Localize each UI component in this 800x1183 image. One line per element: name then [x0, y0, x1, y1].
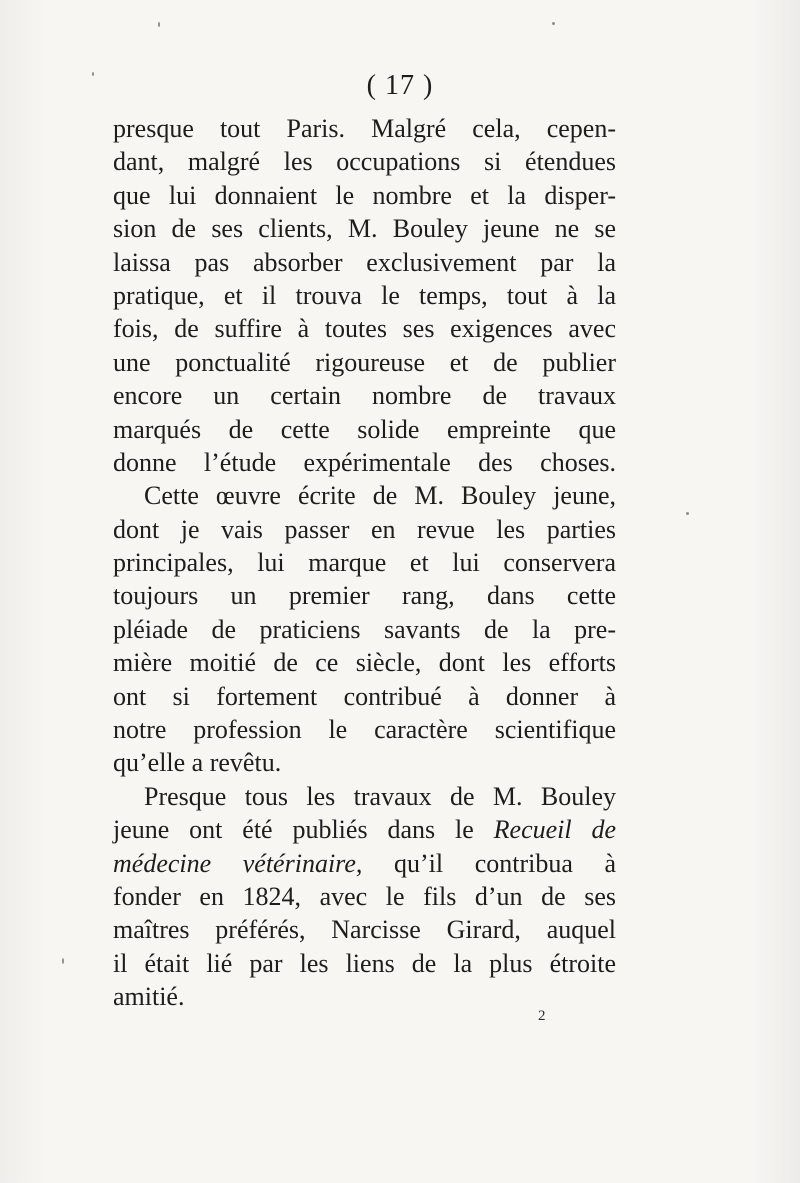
scan-speck — [552, 22, 555, 25]
text-line: encore un certain nombre de travaux — [113, 381, 616, 411]
page-number: ( 17 ) — [366, 70, 434, 101]
text-line: que lui donnaient le nombre et la disper- — [113, 180, 616, 210]
text-line: maîtres préférés, Narcisse Girard, auquel — [113, 915, 616, 945]
text-line: donne l’étude expérimentale des choses. — [113, 447, 616, 477]
text-line: Cette œuvre écrite de M. Bouley jeune, — [144, 481, 616, 511]
text-line — [113, 847, 616, 880]
signature-mark: 2 — [538, 1008, 546, 1024]
text-line: mière moitié de ce siècle, dont les efforts — [113, 648, 616, 678]
text-line: amitié. — [113, 982, 185, 1012]
text-line — [113, 813, 616, 846]
text-line: sion de ses clients, M. Bouley jeune ne se — [113, 214, 616, 244]
text-line: fonder en 1824, avec le fils d’un de ses — [113, 881, 616, 911]
text-line: pléiade de praticiens savants de la pre- — [113, 614, 616, 644]
text-line: une ponctualité rigoureuse et de publier — [113, 347, 616, 377]
body-text — [113, 112, 616, 1014]
text-line: il était lié par les liens de la plus étroite — [113, 948, 616, 978]
text-line: toujours un premier rang, dans cette — [113, 581, 616, 611]
text-line: principales, lui marque et lui conservera — [113, 548, 616, 578]
scan-speck — [62, 958, 64, 964]
journal-title-fragment: Recueil de — [493, 815, 617, 845]
scan-speck — [92, 72, 94, 76]
journal-title-fragment: médecine vétérinaire, — [113, 848, 363, 878]
text-line: laissa pas absorber exclusivement par la — [113, 247, 616, 277]
text-line: dont je vais passer en revue les parties — [113, 514, 616, 544]
text-line: qu’elle a revêtu. — [113, 748, 282, 778]
text-line: notre profession le caractère scientifique — [113, 715, 616, 745]
text-line: marqués de cette solide empreinte que — [113, 414, 616, 444]
text-line: pratique, et il trouva le temps, tout à la — [113, 280, 616, 310]
text-fragment: jeune ont été publiés dans le — [113, 815, 474, 845]
scan-speck — [158, 22, 160, 27]
text-fragment: qu’il contribua à — [393, 848, 617, 878]
scan-speck — [686, 512, 689, 515]
text-line: dant, malgré les occupations si étendues — [113, 147, 616, 177]
text-line: fois, de suffire à toutes ses exigences avec — [113, 314, 616, 344]
text-line: ont si fortement contribué à donner à — [113, 681, 616, 711]
text-line: presque tout Paris. Malgré cela, cepen- — [113, 114, 616, 143]
text-line: Presque tous les travaux de M. Bouley — [144, 781, 616, 811]
